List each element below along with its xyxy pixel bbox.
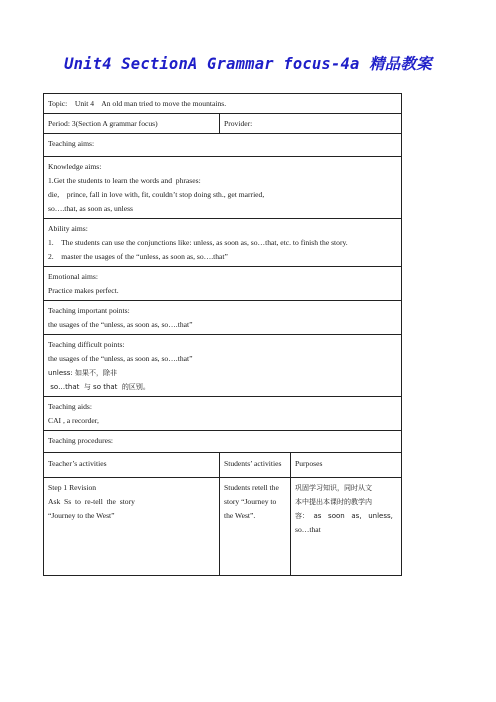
emotional-aims-row (44, 267, 402, 301)
students-activities-label: Students’ activities (224, 459, 282, 468)
step1-students-cell (220, 478, 291, 576)
knowledge-aims-heading: Knowledge aims: (48, 162, 102, 171)
document-title: Unit4 SectionA Grammar focus-4a 精品教案 (64, 55, 432, 73)
teaching-aims-row (44, 134, 402, 157)
period-row (44, 114, 402, 134)
step1-row (44, 478, 402, 576)
important-points-heading: Teaching important points: (48, 306, 130, 315)
ability-aims-item: 1. The students can use the conjunctions like: unless, as soon as, so…that, etc. to finish the story. (48, 238, 348, 247)
step1-heading: Step 1 Revision (48, 483, 97, 492)
step1-teacher-text: “Journey to the West” (48, 511, 115, 520)
difficult-points-text: so…that 与 so that 的区别。 (48, 383, 150, 391)
ability-aims-row (44, 219, 402, 267)
column-header-row (44, 453, 402, 478)
knowledge-aims-line: 1.Get the students to learn the words and phrases: (48, 176, 201, 185)
ability-aims-item: 2. master the usages of the “unless, as soon as, so….that” (48, 252, 228, 261)
important-points-row (44, 301, 402, 335)
important-points-text: the usages of the “unless, as soon as, so….that” (48, 320, 193, 329)
teaching-aims-cell (44, 134, 402, 157)
difficult-points-cell (44, 335, 402, 397)
emotional-aims-heading: Emotional aims: (48, 272, 98, 281)
step1-purpose-text: so…that (295, 525, 321, 534)
period-cell (44, 114, 220, 134)
procedures-cell (44, 431, 402, 453)
purposes-label: Purposes (295, 459, 323, 468)
step1-students-text: Students retell the story “Journey to the West”. (224, 483, 279, 520)
teaching-aids-heading: Teaching aids: (48, 402, 92, 411)
teaching-aids-text: CAI , a recorder, (48, 416, 99, 425)
teaching-aids-row (44, 397, 402, 431)
lesson-plan-table (43, 93, 402, 576)
step1-purpose-text: 巩固学习知识，同时从文 (295, 484, 372, 492)
topic-row (44, 94, 402, 114)
ability-aims-heading: Ability aims: (48, 224, 88, 233)
emotional-aims-text: Practice makes perfect. (48, 286, 119, 295)
emotional-aims-cell (44, 267, 402, 301)
topic-text: Topic: Unit 4 An old man tried to move the mountains. (48, 99, 227, 108)
students-activities-header (220, 453, 291, 478)
ability-aims-cell (44, 219, 402, 267)
step1-purpose-text: 本中提出本课时的教学内 (295, 498, 372, 506)
difficult-points-text: the usages of the “unless, as soon as, so….that” (48, 354, 193, 363)
purposes-header (291, 453, 402, 478)
teacher-activities-label: Teacher’s activities (48, 459, 107, 468)
step1-teacher-text: Ask Ss to re-tell the story (48, 497, 135, 506)
topic-cell (44, 94, 402, 114)
step1-purpose-text: 容： as soon as, unless, (295, 512, 393, 520)
knowledge-aims-cell (44, 157, 402, 219)
teaching-aids-cell (44, 397, 402, 431)
knowledge-aims-line: so….that, as soon as, unless (48, 204, 134, 213)
knowledge-aims-line: die, prince, fall in love with, fit, couldn’t stop doing sth., get married, (48, 190, 265, 199)
difficult-points-text: unless: 如果不，除非 (48, 369, 118, 377)
teaching-aims-heading: Teaching aims: (48, 139, 95, 148)
step1-purposes-cell (291, 478, 402, 576)
provider-text: Provider: (224, 119, 253, 128)
teacher-activities-header (44, 453, 220, 478)
important-points-cell (44, 301, 402, 335)
procedures-row (44, 431, 402, 453)
provider-cell (220, 114, 402, 134)
period-text: Period: 3(Section A grammar focus) (48, 119, 158, 128)
difficult-points-row (44, 335, 402, 397)
knowledge-aims-row (44, 157, 402, 219)
step1-teacher-cell (44, 478, 220, 576)
procedures-heading: Teaching procedures: (48, 436, 114, 445)
difficult-points-heading: Teaching difficult points: (48, 340, 125, 349)
